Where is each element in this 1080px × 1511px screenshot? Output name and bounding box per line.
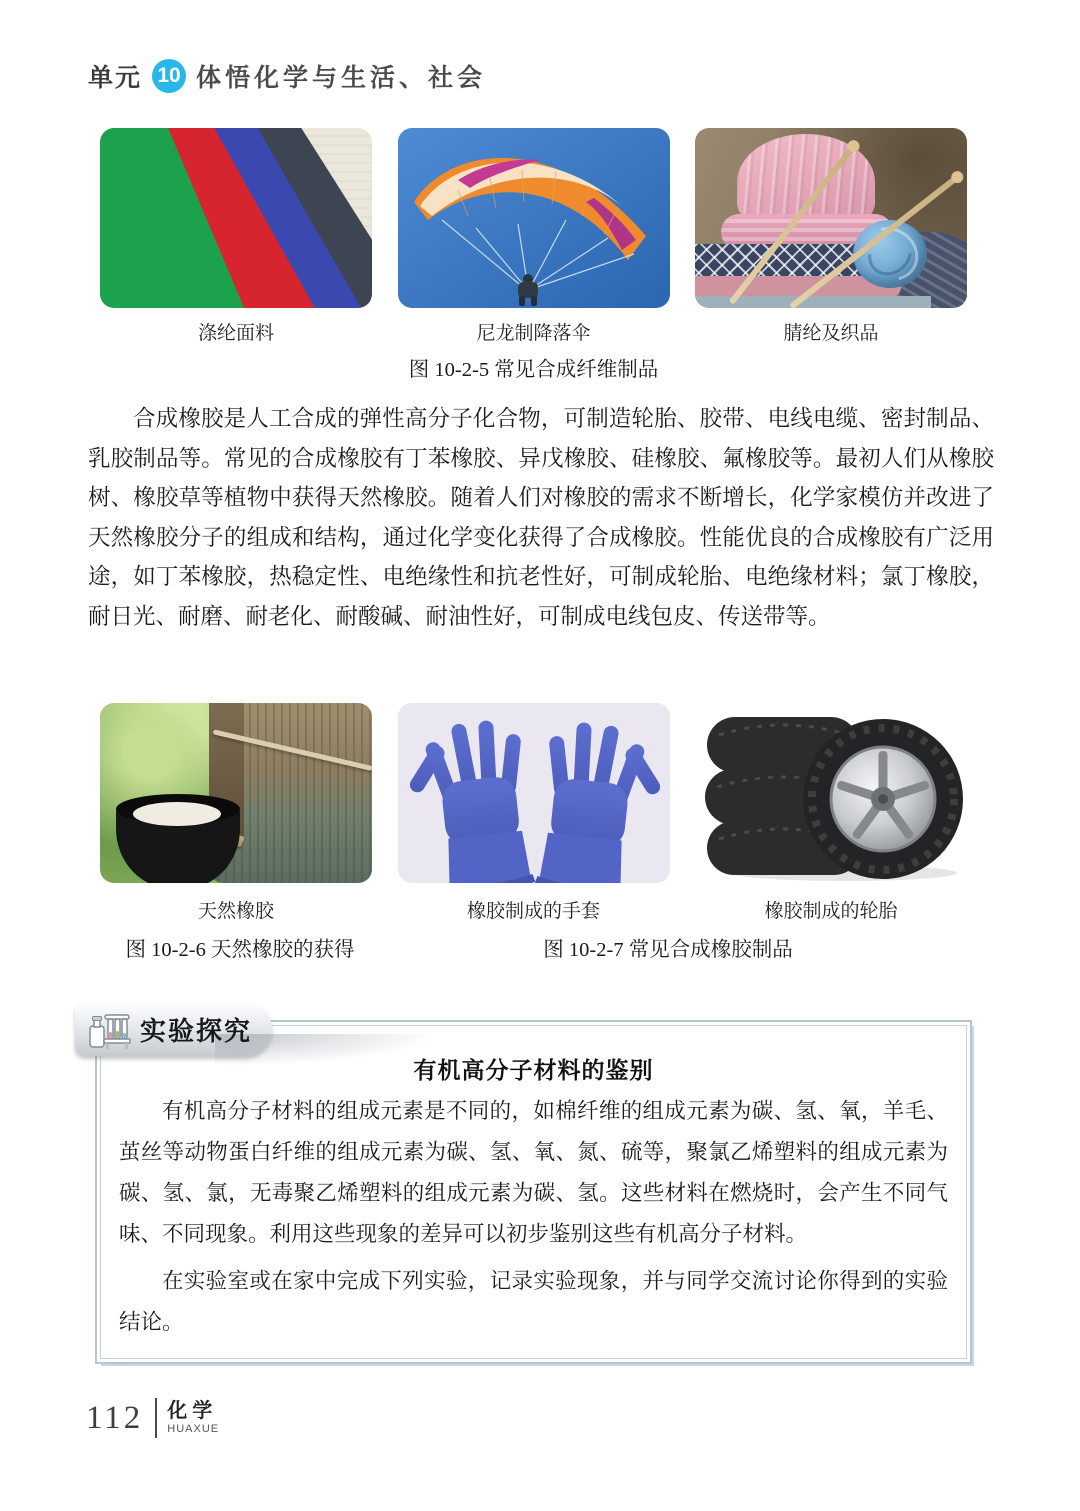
photo-rubber-tires xyxy=(695,703,967,883)
caption-polyester: 涤纶面料 xyxy=(197,323,274,344)
test-tube-rack-icon xyxy=(87,1007,131,1051)
book-title: 化学 xyxy=(167,1400,218,1422)
experiment-paragraph: 有机高分子材料的组成元素是不同的，如棉纤维的组成元素为碳、氢、氧，羊毛、茧丝等动物蛋白纤维的组成元素为碳、氢、氧、氮、硫等，聚氯乙烯塑料的组成元素为碳、氢、氯，无毒聚乙烯塑料的组成元素为碳、氢。这些材料在燃烧时，会产生不同气味、不同现象。利用这些现象的差异可以初步鉴别这些有机高分子材料。 xyxy=(119,1099,948,1246)
latex-cup xyxy=(116,803,240,883)
tires-illustration xyxy=(695,703,967,883)
book-title-block xyxy=(167,1401,219,1435)
photo-acrylic-knitwear xyxy=(695,128,967,308)
photo-nylon-parachute xyxy=(398,128,670,308)
photo-rubber-gloves xyxy=(398,703,670,883)
caption-parachute: 尼龙制降落伞 xyxy=(476,323,591,344)
caption-gloves: 橡胶制成的手套 xyxy=(466,901,600,922)
experiment-box xyxy=(95,1015,972,1364)
unit-header xyxy=(88,58,486,94)
footer-divider xyxy=(155,1398,157,1438)
photo-natural-rubber-tapping xyxy=(100,703,372,883)
unit-title: 体悟化学与生活、社会 xyxy=(196,64,487,92)
photo-captions-row1 xyxy=(100,318,967,345)
figure-row-synthetic-fibers xyxy=(100,128,967,308)
experiment-box-inner-border xyxy=(100,1025,967,1359)
book-subtitle: HUAXUE xyxy=(167,1423,220,1435)
experiment-tab xyxy=(75,1002,272,1056)
experiment-title: 有机高分子材料的鉴别 xyxy=(413,1058,654,1083)
figure-caption-10-2-5: 图 10-2-5 常见合成纤维制品 xyxy=(408,359,659,381)
figure-caption-10-2-6: 图 10-2-6 天然橡胶的获得 xyxy=(125,939,355,961)
caption-tires: 橡胶制成的轮胎 xyxy=(764,901,898,922)
body-paragraph: 合成橡胶是人工合成的弹性高分子化合物，可制造轮胎、胶带、电线电缆、密封制品、乳胶制品等。常见的合成橡胶有丁苯橡胶、异戊橡胶、硅橡胶、氟橡胶等。最初人们从橡胶树、橡胶草等植物中获得天然橡胶。随着人们对橡胶的需求不断增长，化学家模仿并改进了天然橡胶分子的组成和结构，通过化学变化获得了合成橡胶。性能优良的合成橡胶有广泛用途，如丁苯橡胶，热稳定性、电绝缘性和抗老性好，可制成轮胎、电绝缘材料；氯丁橡胶，耐日光、耐磨、耐老化、耐酸碱、耐油性好，可制成电线包皮、传送带等。 xyxy=(88,406,994,629)
unit-number-badge: 10 xyxy=(152,59,186,93)
parachute-illustration xyxy=(398,128,670,308)
gloves-illustration xyxy=(398,703,670,883)
page-number: 112 xyxy=(86,1399,144,1436)
caption-natural-rubber: 天然橡胶 xyxy=(197,901,274,922)
figure-row-rubber xyxy=(100,703,967,883)
photo-captions-row2 xyxy=(100,896,967,923)
page-footer xyxy=(86,1398,219,1438)
experiment-paragraph: 在实验室或在家中完成下列实验，记录实验现象，并与同学交流讨论你得到的实验结论。 xyxy=(119,1269,948,1334)
photo-polyester-fabric xyxy=(100,128,372,308)
caption-acrylic: 腈纶及织品 xyxy=(783,323,879,344)
experiment-tab-label: 实验探究 xyxy=(140,1015,253,1046)
figure-caption-10-2-7: 图 10-2-7 常见合成橡胶制品 xyxy=(543,939,793,961)
unit-label: 单元 xyxy=(88,64,143,92)
